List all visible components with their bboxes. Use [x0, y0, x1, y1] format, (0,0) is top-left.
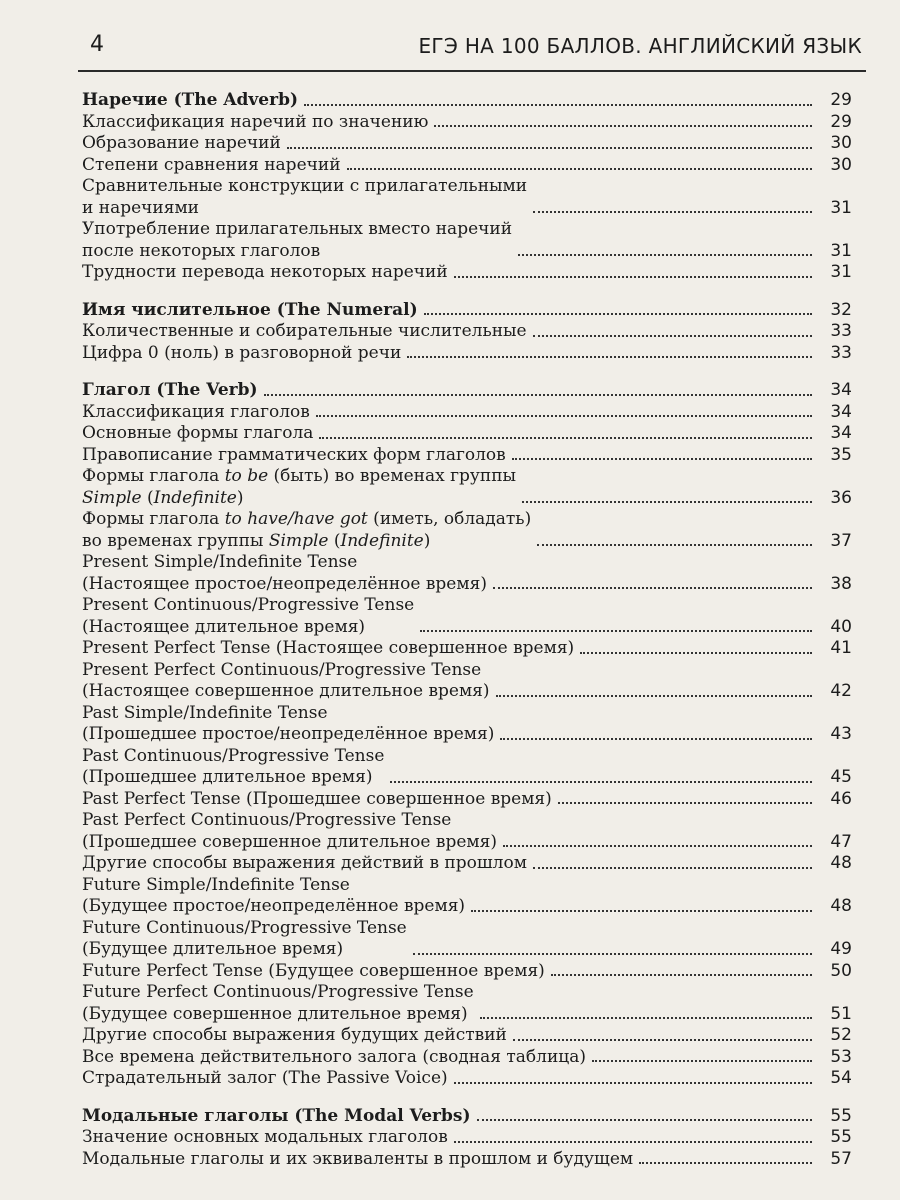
page-ref: 29	[830, 111, 852, 132]
page-ref: 33	[830, 321, 852, 341]
page-ref: 41	[830, 638, 852, 658]
dot-leader	[500, 738, 812, 740]
page-ref: 36	[830, 487, 852, 508]
toc-entry[interactable]: Сравнительные конструкции с прилагательными и наречиями 31	[82, 176, 852, 218]
toc-entry[interactable]: Past Perfect Continuous/Progressive Tense (Прошедшее совершенное длительное время) 47	[82, 810, 852, 852]
dot-leader	[264, 394, 812, 396]
dot-leader	[533, 335, 812, 337]
dot-leader	[592, 1060, 812, 1062]
toc-heading[interactable]: Имя числительное (The Numeral) 32	[82, 299, 852, 320]
toc-entry[interactable]: Формы глагола to have/have got (иметь, обладать) во временах группы Simple (Indefinite) 37	[82, 509, 852, 551]
toc-entry[interactable]: Формы глагола to be (быть) во временах группы Simple (Indefinite) 36	[82, 466, 852, 508]
page-ref: 45	[830, 767, 852, 787]
running-title: ЕГЭ НА 100 БАЛЛОВ. АНГЛИЙСКИЙ ЯЗЫК	[418, 34, 862, 58]
page-ref: 43	[830, 724, 852, 744]
toc-entry[interactable]: Present Simple/Indefinite Tense (Настоящее простое/неопределённое время) 38	[82, 552, 852, 594]
page-ref: 34	[830, 423, 852, 443]
toc-entry[interactable]: Цифра 0 (ноль) в разговорной речи 33	[82, 342, 852, 363]
dot-leader	[580, 652, 812, 654]
toc-heading[interactable]: Глагол (The Verb) 34	[82, 380, 852, 400]
dot-leader	[434, 125, 812, 127]
toc-entry[interactable]: Future Perfect Continuous/Progressive Tense (Будущее совершенное длительное время) 51	[82, 982, 852, 1024]
page-ref: 33	[830, 342, 852, 363]
page-ref: 31	[830, 197, 852, 218]
toc-entry[interactable]: Past Simple/Indefinite Tense (Прошедшее простое/неопределённое время) 43	[82, 702, 852, 744]
page-ref: 55	[830, 1127, 852, 1147]
table-of-contents	[82, 90, 852, 1186]
toc-entry[interactable]: Степени сравнения наречий 30	[82, 154, 852, 175]
toc-entry[interactable]: Past Continuous/Progressive Tense (Прошедшее длительное время) 45	[82, 745, 852, 787]
dot-leader	[390, 781, 812, 783]
dot-leader	[522, 501, 812, 503]
page-ref: 48	[830, 853, 852, 873]
toc-entry[interactable]: Present Perfect Tense (Настоящее совершенное время) 41	[82, 638, 852, 658]
toc-entry[interactable]: Правописание грамматических форм глаголов 35	[82, 444, 852, 465]
dot-leader	[558, 802, 812, 804]
page-ref: 32	[830, 299, 852, 320]
page-ref: 34	[830, 401, 852, 422]
page-ref: 34	[830, 380, 852, 400]
toc-entry[interactable]: Future Perfect Tense (Будущее совершенное время) 50	[82, 960, 852, 981]
dot-leader	[639, 1162, 812, 1164]
dot-leader	[496, 695, 812, 697]
page-ref: 51	[830, 1003, 852, 1024]
dot-leader	[477, 1119, 813, 1121]
dot-leader	[512, 458, 812, 460]
dot-leader	[454, 1141, 812, 1143]
toc-entry[interactable]: Все времена действительного залога (сводная таблица) 53	[82, 1046, 852, 1067]
toc-entry[interactable]: Значение основных модальных глаголов 55	[82, 1127, 852, 1147]
page-ref: 54	[830, 1068, 852, 1088]
dot-leader	[513, 1039, 812, 1041]
toc-entry[interactable]: Present Perfect Continuous/Progressive Tense (Настоящее совершенное длительное время) 42	[82, 659, 852, 701]
toc-section-adverb	[82, 90, 852, 284]
dot-leader	[551, 974, 812, 976]
dot-leader	[413, 953, 812, 955]
toc-heading[interactable]: Модальные глаголы (The Modal Verbs) 55	[82, 1105, 852, 1126]
toc-section-verb	[82, 380, 852, 1090]
dot-leader	[407, 356, 812, 358]
page-ref: 37	[830, 530, 852, 551]
toc-entry[interactable]: Классификация глаголов 34	[82, 401, 852, 422]
page-ref: 50	[830, 960, 852, 981]
toc-entry[interactable]: Образование наречий 30	[82, 133, 852, 153]
toc-entry[interactable]: Трудности перевода некоторых наречий 31	[82, 262, 852, 282]
dot-leader	[533, 211, 812, 213]
page-ref: 48	[830, 896, 852, 916]
page-ref: 35	[830, 444, 852, 465]
toc-entry[interactable]: Основные формы глагола 34	[82, 423, 852, 443]
page-header	[78, 30, 866, 72]
page-ref: 29	[830, 90, 852, 110]
toc-entry[interactable]: Употребление прилагательных вместо наречий после некоторых глаголов 31	[82, 219, 852, 261]
page-ref: 38	[830, 573, 852, 594]
dot-leader	[471, 910, 812, 912]
page-ref: 31	[830, 240, 852, 261]
page-ref: 53	[830, 1046, 852, 1067]
dot-leader	[316, 415, 812, 417]
toc-entry[interactable]: Страдательный залог (The Passive Voice) 54	[82, 1068, 852, 1088]
dot-leader	[420, 630, 812, 632]
dot-leader	[319, 437, 812, 439]
page-ref: 31	[830, 262, 852, 282]
toc-entry[interactable]: Future Continuous/Progressive Tense (Будущее длительное время) 49	[82, 917, 852, 959]
page-ref: 40	[830, 616, 852, 637]
toc-section-modal-verbs	[82, 1106, 852, 1171]
toc-entry[interactable]: Past Perfect Tense (Прошедшее совершенное время) 46	[82, 788, 852, 809]
toc-entry[interactable]: Другие способы выражения действий в прошлом 48	[82, 853, 852, 873]
page-ref: 30	[830, 133, 852, 153]
page-ref: 47	[830, 831, 852, 852]
dot-leader	[304, 104, 812, 106]
toc-heading[interactable]: Наречие (The Adverb) 29	[82, 90, 852, 110]
dot-leader	[424, 313, 812, 315]
dot-leader	[454, 1082, 812, 1084]
page-ref: 42	[830, 681, 852, 701]
page-ref: 52	[830, 1025, 852, 1045]
page-ref: 30	[830, 154, 852, 175]
dot-leader	[518, 254, 812, 256]
dot-leader	[503, 845, 812, 847]
toc-entry[interactable]: Present Continuous/Progressive Tense (Настоящее длительное время) 40	[82, 595, 852, 637]
dot-leader	[533, 867, 812, 869]
dot-leader	[287, 147, 812, 149]
dot-leader	[537, 544, 812, 546]
toc-entry[interactable]: Модальные глаголы и их эквиваленты в прошлом и будущем 57	[82, 1148, 852, 1169]
page-number: 4	[90, 32, 104, 57]
dot-leader	[480, 1017, 812, 1019]
dot-leader	[493, 587, 812, 589]
dot-leader	[454, 276, 812, 278]
toc-entry[interactable]: Future Simple/Indefinite Tense (Будущее простое/неопределённое время) 48	[82, 874, 852, 916]
page-ref: 57	[830, 1148, 852, 1169]
toc-entry[interactable]: Другие способы выражения будущих действий 52	[82, 1025, 852, 1045]
page-ref: 49	[830, 939, 852, 959]
toc-entry[interactable]: Классификация наречий по значению 29	[82, 111, 852, 132]
toc-entry[interactable]: Количественные и собирательные числительные 33	[82, 321, 852, 341]
toc-section-numeral	[82, 300, 852, 365]
page-ref: 55	[830, 1105, 852, 1126]
dot-leader	[347, 168, 812, 170]
page-ref: 46	[830, 788, 852, 809]
